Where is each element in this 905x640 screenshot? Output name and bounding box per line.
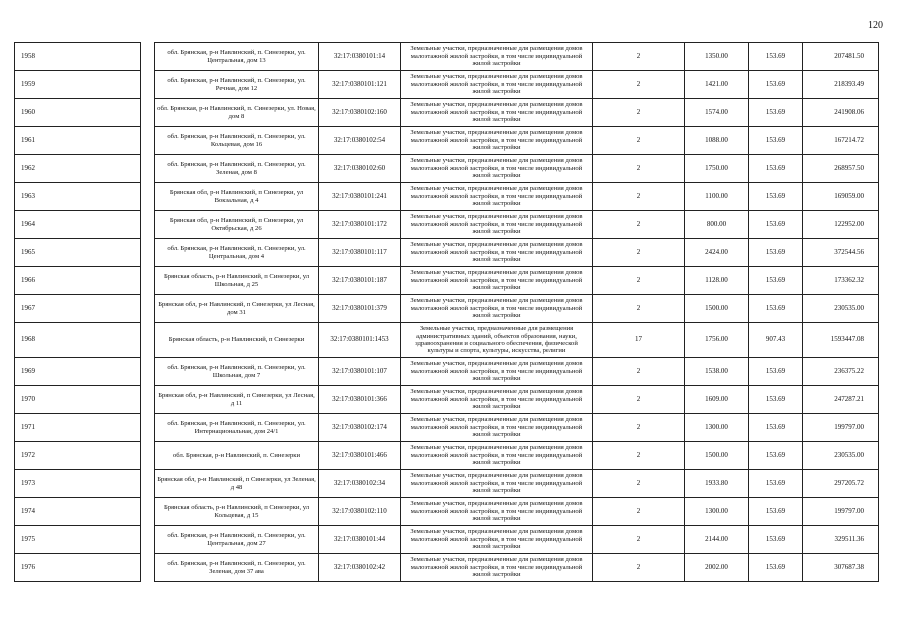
cadastral-number-cell: 32:17:0380102:160 [319,99,401,127]
cadastral-number-cell: 32:17:0380101:172 [319,211,401,239]
table-row [15,295,879,323]
area-cell: 1574.00 [685,99,749,127]
row-number: 1968 [15,323,141,358]
specific-value-cell: 153.69 [749,211,803,239]
area-cell: 1756.00 [685,323,749,358]
specific-value-cell: 153.69 [749,386,803,414]
land-purpose-cell: Земельные участки, предназначенные для размещения домов малоэтажной жилой застройки, в том числе индивидуальной жилой застройки [401,155,593,183]
area-cell: 1300.00 [685,414,749,442]
area-cell: 1350.00 [685,43,749,71]
spacer-cell [141,99,155,127]
land-purpose-cell: Земельные участки, предназначенные для размещения домов малоэтажной жилой застройки, в том числе индивидуальной жилой застройки [401,386,593,414]
address-cell: Брянская область, р-н Навлинский, п Синезерки, ул Кольцевая, д 15 [155,498,319,526]
specific-value-cell: 153.69 [749,498,803,526]
specific-value-cell: 153.69 [749,442,803,470]
address-cell: обл. Брянская, р-н Навлинский, п. Синезерки, ул. Кольцевая, дом 16 [155,127,319,155]
cadastral-value-table [14,42,879,582]
table-row [15,414,879,442]
spacer-cell [141,155,155,183]
area-cell: 1421.00 [685,71,749,99]
row-number: 1970 [15,386,141,414]
land-purpose-cell: Земельные участки, предназначенные для размещения домов малоэтажной жилой застройки, в том числе индивидуальной жилой застройки [401,183,593,211]
specific-value-cell: 153.69 [749,43,803,71]
specific-value-cell: 153.69 [749,470,803,498]
cadastral-number-cell: 32:17:0380102:42 [319,554,401,582]
cadastral-number-cell: 32:17:0380101:366 [319,386,401,414]
land-purpose-cell: Земельные участки, предназначенные для размещения административных зданий, объектов образования, науки, здравоохранения и социального обеспечения, физической культуры и спорта, культуры, искусства, религии [401,323,593,358]
specific-value-cell: 153.69 [749,99,803,127]
row-number: 1962 [15,155,141,183]
table-row [15,127,879,155]
cadastral-number-cell: 32:17:0380101:107 [319,358,401,386]
specific-value-cell: 153.69 [749,183,803,211]
cadastral-value-cell: 167214.72 [803,127,879,155]
area-cell: 1609.00 [685,386,749,414]
group-cell: 2 [593,71,685,99]
row-number: 1964 [15,211,141,239]
table-row [15,267,879,295]
table-row [15,99,879,127]
cadastral-value-cell: 122952.00 [803,211,879,239]
cadastral-number-cell: 32:17:0380101:14 [319,43,401,71]
address-cell: Брянская обл, р-н Навлинский, п Синезерки, ул Лесная, дом 31 [155,295,319,323]
table-row [15,183,879,211]
cadastral-value-cell: 169059.00 [803,183,879,211]
group-cell: 2 [593,414,685,442]
cadastral-number-cell: 32:17:0380101:241 [319,183,401,211]
cadastral-value-cell: 207481.50 [803,43,879,71]
land-purpose-cell: Земельные участки, предназначенные для размещения домов малоэтажной жилой застройки, в том числе индивидуальной жилой застройки [401,99,593,127]
area-cell: 2002.00 [685,554,749,582]
land-purpose-cell: Земельные участки, предназначенные для размещения домов малоэтажной жилой застройки, в том числе индивидуальной жилой застройки [401,71,593,99]
cadastral-number-cell: 32:17:0380102:54 [319,127,401,155]
spacer-cell [141,470,155,498]
table-row [15,386,879,414]
area-cell: 1100.00 [685,183,749,211]
table-body [15,43,879,582]
group-cell: 2 [593,554,685,582]
address-cell: обл. Брянская, р-н Навлинский, п. Синезерки, ул. Новая, дом 8 [155,99,319,127]
address-cell: Брянская обл, р-н Навлинский, п Синезерки, ул Вокзальная, д 4 [155,183,319,211]
land-purpose-cell: Земельные участки, предназначенные для размещения домов малоэтажной жилой застройки, в том числе индивидуальной жилой застройки [401,211,593,239]
group-cell: 2 [593,239,685,267]
cadastral-number-cell: 32:17:0380102:110 [319,498,401,526]
row-number: 1975 [15,526,141,554]
specific-value-cell: 153.69 [749,239,803,267]
row-number: 1976 [15,554,141,582]
cadastral-value-cell: 230535.00 [803,295,879,323]
group-cell: 2 [593,267,685,295]
group-cell: 2 [593,183,685,211]
row-number: 1972 [15,442,141,470]
cadastral-number-cell: 32:17:0380101:379 [319,295,401,323]
table-row [15,498,879,526]
cadastral-number-cell: 32:17:0380101:121 [319,71,401,99]
spacer-cell [141,267,155,295]
cadastral-value-cell: 236375.22 [803,358,879,386]
cadastral-value-cell: 268957.50 [803,155,879,183]
row-number: 1958 [15,43,141,71]
land-purpose-cell: Земельные участки, предназначенные для размещения домов малоэтажной жилой застройки, в том числе индивидуальной жилой застройки [401,442,593,470]
row-number: 1960 [15,99,141,127]
row-number: 1965 [15,239,141,267]
land-purpose-cell: Земельные участки, предназначенные для размещения домов малоэтажной жилой застройки, в том числе индивидуальной жилой застройки [401,358,593,386]
cadastral-value-cell: 1593447.08 [803,323,879,358]
cadastral-value-cell: 173362.32 [803,267,879,295]
area-cell: 2424.00 [685,239,749,267]
cadastral-value-cell: 230535.00 [803,442,879,470]
address-cell: обл. Брянская, р-н Навлинский, п. Синезерки, ул. Центральная, дом 4 [155,239,319,267]
cadastral-value-cell: 218393.49 [803,71,879,99]
spacer-cell [141,239,155,267]
cadastral-value-cell: 241908.06 [803,99,879,127]
row-number: 1974 [15,498,141,526]
group-cell: 2 [593,470,685,498]
address-cell: Брянская область, р-н Навлинский, п Синезерки, ул Школьная, д 25 [155,267,319,295]
cadastral-number-cell: 32:17:0380101:1453 [319,323,401,358]
group-cell: 2 [593,99,685,127]
spacer-cell [141,127,155,155]
cadastral-number-cell: 32:17:0380102:34 [319,470,401,498]
table-row [15,358,879,386]
table-row [15,43,879,71]
spacer-cell [141,211,155,239]
area-cell: 800.00 [685,211,749,239]
land-purpose-cell: Земельные участки, предназначенные для размещения домов малоэтажной жилой застройки, в том числе индивидуальной жилой застройки [401,470,593,498]
address-cell: обл. Брянская, р-н Навлинский, п. Синезерки, ул. Центральная, дом 27 [155,526,319,554]
area-cell: 1500.00 [685,295,749,323]
spacer-cell [141,526,155,554]
specific-value-cell: 907.43 [749,323,803,358]
cadastral-number-cell: 32:17:0380101:117 [319,239,401,267]
row-number: 1966 [15,267,141,295]
area-cell: 1500.00 [685,442,749,470]
group-cell: 17 [593,323,685,358]
spacer-cell [141,386,155,414]
row-number: 1959 [15,71,141,99]
land-purpose-cell: Земельные участки, предназначенные для размещения домов малоэтажной жилой застройки, в том числе индивидуальной жилой застройки [401,127,593,155]
group-cell: 2 [593,155,685,183]
group-cell: 2 [593,498,685,526]
area-cell: 1300.00 [685,498,749,526]
address-cell: Брянская обл, р-н Навлинский, п Синезерки, ул Октябрьская, д 26 [155,211,319,239]
specific-value-cell: 153.69 [749,71,803,99]
specific-value-cell: 153.69 [749,295,803,323]
land-purpose-cell: Земельные участки, предназначенные для размещения домов малоэтажной жилой застройки, в том числе индивидуальной жилой застройки [401,414,593,442]
specific-value-cell: 153.69 [749,554,803,582]
table-row [15,211,879,239]
group-cell: 2 [593,386,685,414]
area-cell: 1088.00 [685,127,749,155]
cadastral-number-cell: 32:17:0380102:60 [319,155,401,183]
specific-value-cell: 153.69 [749,155,803,183]
cadastral-value-cell: 199797.00 [803,414,879,442]
land-purpose-cell: Земельные участки, предназначенные для размещения домов малоэтажной жилой застройки, в том числе индивидуальной жилой застройки [401,554,593,582]
table-row [15,554,879,582]
table-row [15,442,879,470]
table-row [15,470,879,498]
group-cell: 2 [593,43,685,71]
row-number: 1963 [15,183,141,211]
row-number: 1961 [15,127,141,155]
cadastral-value-cell: 329511.36 [803,526,879,554]
table-row [15,526,879,554]
spacer-cell [141,414,155,442]
cadastral-number-cell: 32:17:0380101:44 [319,526,401,554]
address-cell: обл. Брянская, р-н Навлинский, п. Синезерки, ул. Интернациональная, дом 24/1 [155,414,319,442]
cadastral-number-cell: 32:17:0380101:466 [319,442,401,470]
address-cell: Брянская обл, р-н Навлинский, п Синезерки, ул Зеленая, д 48 [155,470,319,498]
address-cell: Брянская область, р-н Навлинский, п Синезерки [155,323,319,358]
spacer-cell [141,71,155,99]
table-row [15,71,879,99]
specific-value-cell: 153.69 [749,358,803,386]
group-cell: 2 [593,358,685,386]
cadastral-value-cell: 297205.72 [803,470,879,498]
area-cell: 1933.80 [685,470,749,498]
land-purpose-cell: Земельные участки, предназначенные для размещения домов малоэтажной жилой застройки, в том числе индивидуальной жилой застройки [401,526,593,554]
address-cell: обл. Брянская, р-н Навлинский, п. Синезерки, ул. Центральная, дом 13 [155,43,319,71]
area-cell: 2144.00 [685,526,749,554]
specific-value-cell: 153.69 [749,267,803,295]
address-cell: обл. Брянская, р-н Навлинский, п. Синезерки, ул. Зеленая, дом 37 ава [155,554,319,582]
cadastral-number-cell: 32:17:0380102:174 [319,414,401,442]
cadastral-value-cell: 247287.21 [803,386,879,414]
spacer-cell [141,442,155,470]
area-cell: 1538.00 [685,358,749,386]
row-number: 1967 [15,295,141,323]
table-row [15,155,879,183]
land-purpose-cell: Земельные участки, предназначенные для размещения домов малоэтажной жилой застройки, в том числе индивидуальной жилой застройки [401,498,593,526]
area-cell: 1750.00 [685,155,749,183]
table-row [15,239,879,267]
spacer-cell [141,323,155,358]
land-purpose-cell: Земельные участки, предназначенные для размещения домов малоэтажной жилой застройки, в том числе индивидуальной жилой застройки [401,43,593,71]
spacer-cell [141,358,155,386]
address-cell: обл. Брянская, р-н Навлинский, п. Синезерки, ул. Речная, дом 12 [155,71,319,99]
cadastral-value-cell: 372544.56 [803,239,879,267]
group-cell: 2 [593,295,685,323]
area-cell: 1128.00 [685,267,749,295]
spacer-cell [141,183,155,211]
spacer-cell [141,295,155,323]
address-cell: обл. Брянская, р-н Навлинский, п. Синезерки, ул. Школьная, дом 7 [155,358,319,386]
land-purpose-cell: Земельные участки, предназначенные для размещения домов малоэтажной жилой застройки, в том числе индивидуальной жилой застройки [401,295,593,323]
group-cell: 2 [593,211,685,239]
cadastral-value-cell: 307687.38 [803,554,879,582]
land-purpose-cell: Земельные участки, предназначенные для размещения домов малоэтажной жилой застройки, в том числе индивидуальной жилой застройки [401,267,593,295]
spacer-cell [141,554,155,582]
row-number: 1969 [15,358,141,386]
row-number: 1971 [15,414,141,442]
land-purpose-cell: Земельные участки, предназначенные для размещения домов малоэтажной жилой застройки, в том числе индивидуальной жилой застройки [401,239,593,267]
group-cell: 2 [593,526,685,554]
address-cell: обл. Брянская, р-н Навлинский, п. Синезерки, ул. Зеленая, дом 8 [155,155,319,183]
group-cell: 2 [593,127,685,155]
address-cell: обл. Брянская, р-н Навлинский, п. Синезерки [155,442,319,470]
page-number: 120 [868,20,883,31]
specific-value-cell: 153.69 [749,127,803,155]
specific-value-cell: 153.69 [749,526,803,554]
group-cell: 2 [593,442,685,470]
table-row [15,323,879,358]
spacer-cell [141,498,155,526]
spacer-cell [141,43,155,71]
cadastral-number-cell: 32:17:0380101:187 [319,267,401,295]
specific-value-cell: 153.69 [749,414,803,442]
row-number: 1973 [15,470,141,498]
cadastral-value-cell: 199797.00 [803,498,879,526]
address-cell: Брянская обл, р-н Навлинский, п Синезерки, ул Лесная, д 11 [155,386,319,414]
